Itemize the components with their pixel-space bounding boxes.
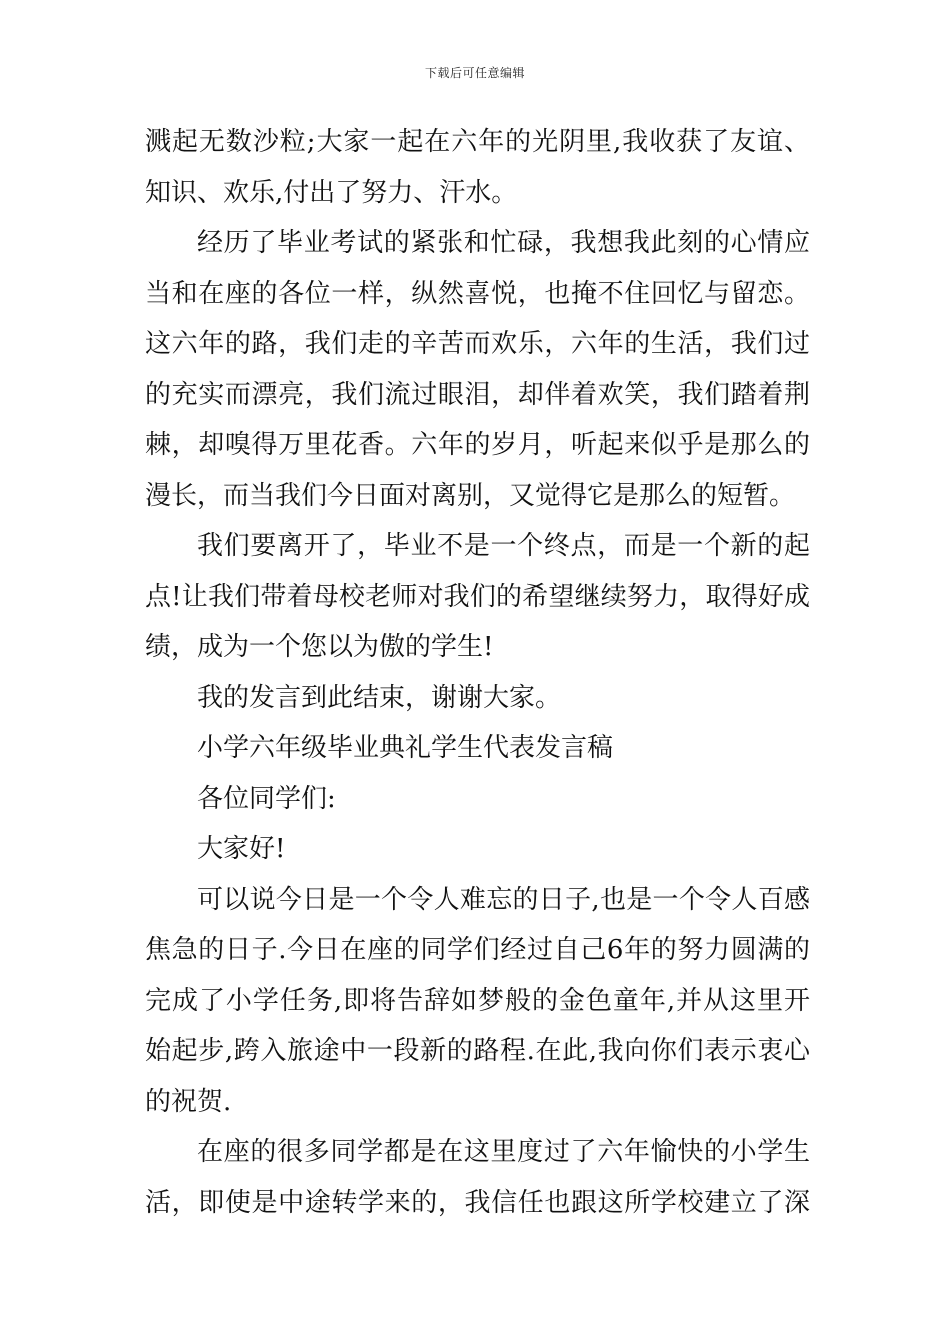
text-line: 经历了毕业考试的紧张和忙碌，我想我此刻的心情应 bbox=[197, 228, 810, 258]
page-header: 下载后可任意编辑 bbox=[424, 66, 525, 80]
text-line: 绩，成为一个您以为傲的学生! bbox=[145, 632, 494, 662]
text-line: 漫长，而当我们今日面对离别，又觉得它是那么的短暂。 bbox=[145, 480, 796, 511]
text-line: 知识、欢乐,付出了努力、汗水。 bbox=[145, 177, 518, 208]
text-line: 这六年的路，我们走的辛苦而欢乐，六年的生活，我们过 bbox=[145, 329, 810, 359]
text-line: 溅起无数沙粒;大家一起在六年的光阴里,我收获了友谊、 bbox=[145, 127, 810, 157]
text-line: 可以说今日是一个令人难忘的日子,也是一个令人百感 bbox=[197, 884, 810, 915]
text-line: 活，即使是中途转学来的，我信任也跟这所学校建立了深 bbox=[145, 1187, 810, 1218]
text-line: 的充实而漂亮，我们流过眼泪，却伴着欢笑，我们踏着荆 bbox=[145, 379, 810, 410]
document-body bbox=[145, 117, 810, 1228]
text-line: 的祝贺. bbox=[145, 1086, 232, 1117]
text-line: 始起步,跨入旅途中一段新的路程.在此,我向你们表示衷心 bbox=[145, 1036, 810, 1066]
text-line: 我的发言到此结束，谢谢大家。 bbox=[197, 682, 562, 713]
text-line: 当和在座的各位一样，纵然喜悦，也掩不住回忆与留恋。 bbox=[145, 278, 810, 309]
text-line: 大家好! bbox=[197, 834, 286, 864]
text-line: 焦急的日子.今日在座的同学们经过自己6年的努力圆满的 bbox=[145, 935, 810, 965]
text-line: 点!让我们带着母校老师对我们的希望继续努力，取得好成 bbox=[145, 581, 810, 612]
text-line: 小学六年级毕业典礼学生代表发言稿 bbox=[197, 733, 614, 763]
text-line: 完成了小学任务,即将告辞如梦般的金色童年,并从这里开 bbox=[145, 985, 810, 1016]
text-line: 我们要离开了，毕业不是一个终点，而是一个新的起 bbox=[197, 531, 810, 561]
text-line: 在座的很多同学都是在这里度过了六年愉快的小学生 bbox=[197, 1137, 810, 1167]
text-line: 棘，却嗅得万里花香。六年的岁月，听起来似乎是那么的 bbox=[145, 430, 810, 460]
text-line: 各位同学们: bbox=[197, 783, 336, 814]
